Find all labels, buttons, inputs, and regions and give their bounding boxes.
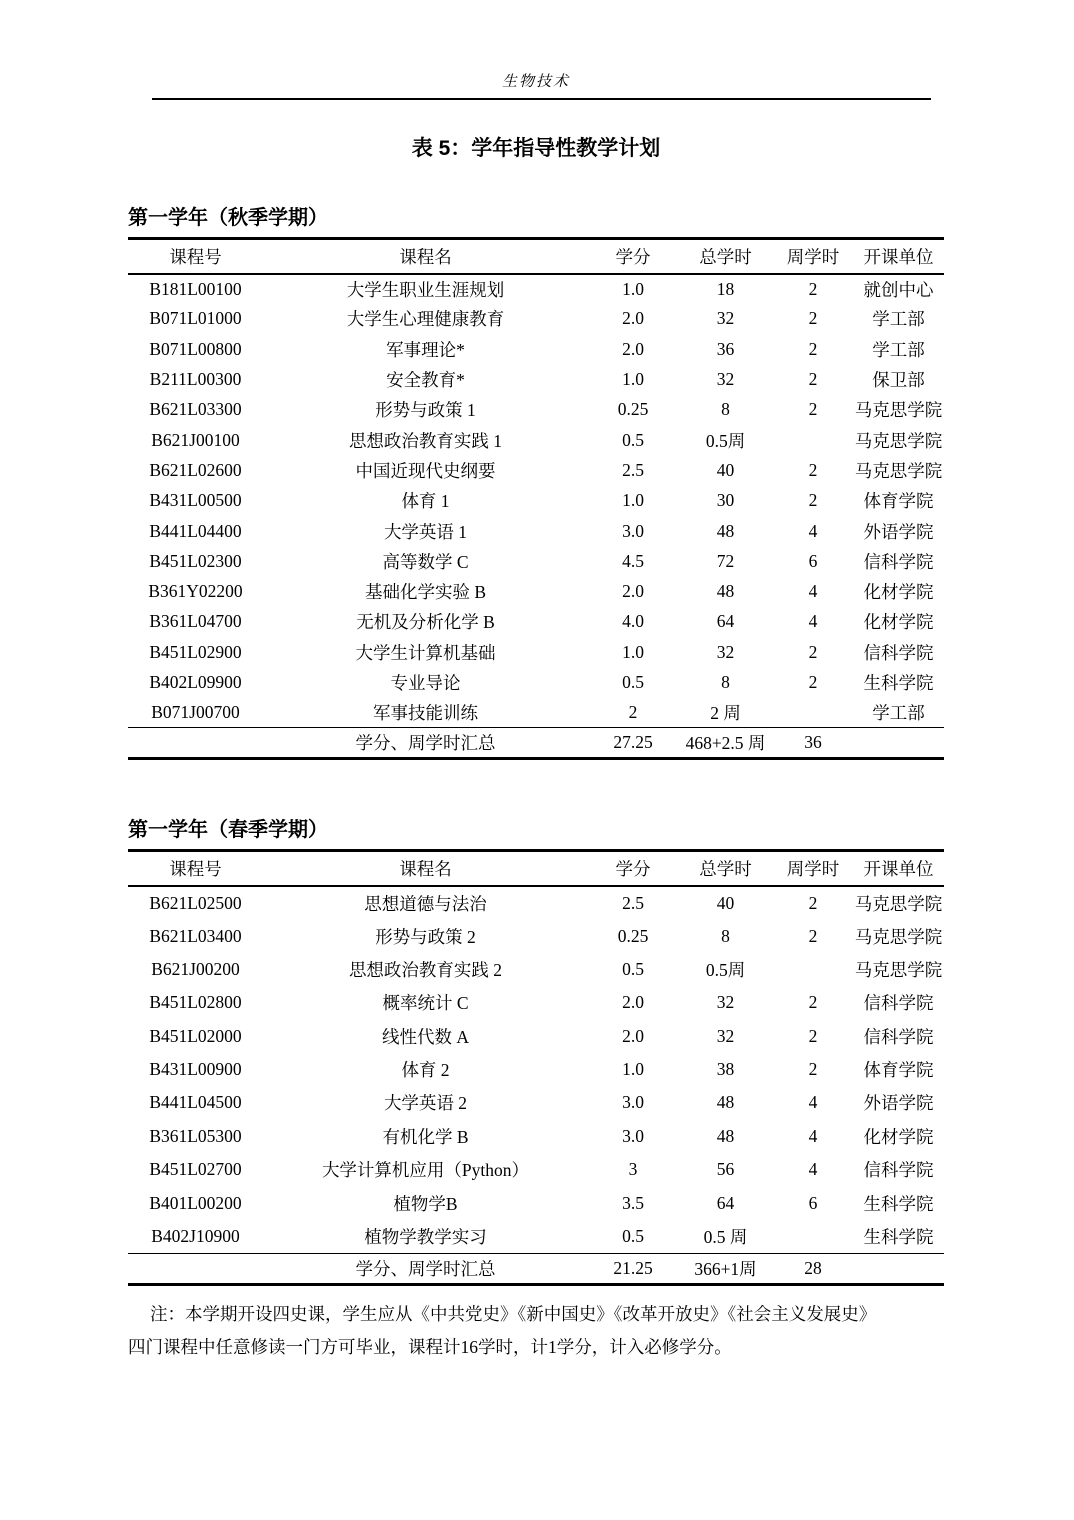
summary-department [853,1253,944,1284]
department: 信科学院 [863,1026,934,1047]
summary-credits: 21.25 [613,1257,653,1278]
credits: 1.0 [622,1059,644,1080]
department: 学工部 [872,339,925,360]
total-hours: 8 [721,925,730,946]
course-row [128,1220,944,1253]
credits: 0.25 [617,399,649,420]
course-row [128,637,944,667]
course-row [128,334,944,364]
credits: 0.5 [622,429,644,450]
total-hours: 48 [716,581,735,602]
course-row [128,1153,944,1186]
weekly-hours [773,425,853,455]
credits: 3 [628,1159,638,1180]
credits: 1.0 [622,490,644,511]
total-hours: 2 周 [710,703,741,724]
column-header-course-name: 课程名 [399,246,452,267]
credits: 2 [628,702,638,723]
credits: 2.0 [622,1025,644,1046]
course-name: 大学生计算机基础 [355,642,496,663]
department: 马克思学院 [854,959,943,980]
course-name: 思想政治教育实践 1 [348,430,503,451]
weekly-hours: 2 [808,308,818,329]
department: 信科学院 [863,1160,934,1181]
column-header-credits: 学分 [615,859,651,880]
course-row [128,986,944,1019]
total-hours: 32 [716,369,735,390]
course-id: B361L04700 [149,611,242,632]
course-name: 形势与政策 2 [375,926,476,947]
summary-weekly-hours: 28 [804,1257,822,1278]
weekly-hours: 4 [808,581,818,602]
course-row [128,364,944,394]
weekly-hours: 2 [808,399,818,420]
course-table-spring [128,849,944,1285]
department: 马克思学院 [854,893,943,914]
department: 就创中心 [863,279,934,300]
credits: 4.0 [622,611,644,632]
section-spring-semester [128,819,944,1285]
course-name: 大学英语 2 [383,1093,468,1114]
weekly-hours: 2 [808,490,818,511]
course-id: B431L00900 [149,1059,242,1080]
course-name: 大学生职业生涯规划 [346,279,505,300]
weekly-hours: 4 [808,1092,818,1113]
course-id: B621J00100 [151,429,240,450]
credits: 0.5 [622,1225,644,1246]
total-hours: 18 [716,278,735,299]
course-name: 线性代数 A [381,1026,469,1047]
credits: 0.25 [617,925,649,946]
department: 马克思学院 [854,400,943,421]
course-id: B431L00500 [149,490,242,511]
section-heading-fall: 第一学年（秋季学期） [128,207,328,229]
credits: 2.5 [622,892,644,913]
course-id: B621L03300 [149,399,242,420]
section-fall-semester [128,207,944,760]
column-header-total-hours: 总学时 [699,246,752,267]
total-hours: 32 [716,641,735,662]
credits: 2.0 [622,581,644,602]
course-id: B402J10900 [151,1225,240,1246]
course-id: B071L01000 [149,308,242,329]
department: 信科学院 [863,993,934,1014]
credits: 3.0 [622,520,644,541]
course-name: 体育 1 [401,491,450,512]
total-hours: 40 [716,459,735,480]
credits: 2.0 [622,308,644,329]
course-id: B071J00700 [151,702,240,723]
department: 生科学院 [863,1226,934,1247]
total-hours: 30 [716,490,735,511]
total-hours: 38 [716,1059,735,1080]
total-hours: 32 [716,992,735,1013]
summary-course-id [128,728,263,759]
weekly-hours: 2 [808,641,818,662]
summary-course-id [128,1253,263,1284]
total-hours: 48 [716,520,735,541]
course-id: B451L02700 [149,1159,242,1180]
course-name: 军事技能训练 [373,703,478,724]
weekly-hours: 6 [808,1192,818,1213]
department: 外语学院 [863,521,934,542]
course-id: B621L03400 [149,925,242,946]
credits: 1.0 [622,369,644,390]
course-id: B441L04400 [149,520,242,541]
footnote-line-2: 四门课程中任意修读一门方可毕业，课程计16学时，计1学分，计入必修学分。 [128,1336,732,1357]
department: 化材学院 [863,1126,934,1147]
department: 保卫部 [872,370,925,391]
total-hours: 40 [716,892,735,913]
course-row [128,1120,944,1153]
course-name: 高等数学 C [382,551,469,572]
footnote-line-1: 注：本学期开设四史课，学生应从《中共党史》《新中国史》《改革开放史》《社会主义发展史》 [150,1303,877,1324]
course-name: 大学生心理健康教育 [346,309,505,330]
credits: 3.0 [622,1125,644,1146]
running-header: 生物技术 [501,74,570,90]
column-header-total-hours: 总学时 [699,859,752,880]
course-row [128,576,944,606]
weekly-hours: 4 [808,1125,818,1146]
weekly-hours: 4 [808,1159,818,1180]
course-row [128,607,944,637]
column-header-course-id: 课程号 [169,859,222,880]
credits: 4.5 [622,550,644,571]
course-id: B451L02000 [149,1025,242,1046]
course-id: B401L00200 [149,1192,242,1213]
credits: 1.0 [622,641,644,662]
credits: 2.0 [622,338,644,359]
course-row [128,919,944,952]
weekly-hours: 2 [808,1059,818,1080]
department: 学工部 [872,703,925,724]
department: 化材学院 [863,582,934,603]
summary-row [128,728,944,759]
department: 马克思学院 [854,460,943,481]
column-header-credits: 学分 [615,246,651,267]
department: 体育学院 [863,491,934,512]
total-hours: 48 [716,1092,735,1113]
course-name: 基础化学实验 B [364,582,487,603]
department: 马克思学院 [854,926,943,947]
department: 生科学院 [863,673,934,693]
header-row [128,239,944,274]
department: 外语学院 [863,1093,934,1114]
weekly-hours: 2 [808,278,818,299]
total-hours: 72 [716,550,735,571]
course-id: B211L00300 [149,369,242,390]
summary-department [853,728,944,759]
weekly-hours: 2 [808,369,818,390]
course-row [128,1186,944,1219]
credits: 2.0 [622,992,644,1013]
column-header-course-id: 课程号 [169,246,222,267]
weekly-hours: 2 [808,338,818,359]
course-row [128,886,944,919]
total-hours: 8 [721,672,730,692]
weekly-hours: 2 [808,459,818,480]
course-row [128,698,944,728]
total-hours: 36 [716,338,735,359]
course-row [128,455,944,485]
course-id: B071L00800 [149,338,242,359]
course-id: B451L02900 [149,641,242,662]
column-header-department: 开课单位 [863,246,934,267]
total-hours: 0.5周 [705,430,746,451]
course-row [128,425,944,455]
course-name: 概率统计 C [382,993,469,1014]
total-hours: 48 [716,1125,735,1146]
total-hours: 64 [716,1192,735,1213]
department: 体育学院 [863,1060,934,1081]
weekly-hours: 2 [808,992,818,1013]
weekly-hours [773,953,853,986]
course-id: B621L02500 [149,892,242,913]
total-hours: 0.5周 [705,959,746,980]
course-id: B451L02300 [149,550,242,571]
course-row [128,516,944,546]
column-header-weekly-hours: 周学时 [786,859,840,880]
page-content [128,0,944,1364]
column-header-department: 开课单位 [863,859,934,880]
total-hours: 32 [716,308,735,329]
course-id: B181L00100 [149,278,242,299]
weekly-hours [773,1220,853,1253]
course-name: 体育 2 [401,1060,450,1081]
header-row [128,851,944,886]
summary-total-hours: 366+1周 [694,1258,757,1279]
course-name: 军事理论* [386,339,465,360]
course-row [128,1086,944,1119]
course-table-fall [128,237,944,760]
weekly-hours: 2 [808,672,818,692]
total-hours: 32 [716,1025,735,1046]
course-name: 思想政治教育实践 2 [348,959,503,980]
course-row [128,486,944,516]
course-name: 大学英语 1 [383,521,468,542]
credits: 3.0 [622,1092,644,1113]
total-hours: 56 [716,1159,735,1180]
credits: 2.5 [622,459,644,480]
column-header-course-name: 课程名 [399,859,452,880]
summary-weekly-hours: 36 [804,732,822,753]
department: 信科学院 [863,642,934,663]
course-id: B621J00200 [151,958,240,979]
course-name: 思想道德与法治 [364,893,487,914]
course-name: 植物学教学实习 [364,1226,487,1247]
department: 学工部 [872,309,925,330]
weekly-hours: 6 [808,550,818,571]
course-name: 植物学B [393,1193,458,1214]
department: 马克思学院 [854,430,943,451]
course-name: 大学计算机应用（Python） [321,1160,530,1181]
credits: 1.0 [622,278,644,299]
weekly-hours: 4 [808,611,818,632]
total-hours: 0.5 周 [703,1226,748,1247]
summary-credits: 27.25 [613,732,653,753]
header-rule [152,98,931,100]
course-name: 无机及分析化学 B [356,612,495,633]
course-row [128,546,944,576]
weekly-hours: 2 [808,1025,818,1046]
course-row [128,953,944,986]
weekly-hours: 4 [808,520,818,541]
course-name: 有机化学 B [382,1126,469,1147]
course-row [128,274,944,304]
summary-total-hours: 468+2.5 周 [685,733,766,754]
course-row [128,1020,944,1053]
credits: 3.5 [622,1192,644,1213]
footnote [128,1298,944,1364]
course-name: 中国近现代史纲要 [355,460,496,481]
course-name: 专业导论 [390,673,461,693]
course-name: 安全教育* [386,370,465,391]
course-id: B402L09900 [149,672,242,692]
summary-course-name: 学分、周学时汇总 [355,1258,496,1279]
department: 信科学院 [863,551,934,572]
course-id: B621L02600 [149,459,242,480]
course-id: B361L05300 [149,1125,242,1146]
course-id: B361Y02200 [148,581,243,602]
course-row [128,395,944,425]
course-row [128,667,944,697]
course-name: 形势与政策 1 [375,400,476,421]
department: 化材学院 [863,612,934,633]
summary-row [128,1253,944,1284]
total-hours: 8 [721,399,730,420]
course-id: B441L04500 [149,1092,242,1113]
credits: 0.5 [622,672,644,692]
course-row [128,1053,944,1086]
column-header-weekly-hours: 周学时 [786,246,840,267]
weekly-hours: 2 [808,925,818,946]
department: 生科学院 [863,1193,934,1214]
credits: 0.5 [622,958,644,979]
section-heading-spring: 第一学年（春季学期） [128,819,328,842]
course-id: B451L02800 [149,992,242,1013]
total-hours: 64 [716,611,735,632]
weekly-hours [773,698,853,728]
summary-course-name: 学分、周学时汇总 [355,733,496,754]
weekly-hours: 2 [808,892,818,913]
course-row [128,304,944,334]
page-title: 表 5：学年指导性教学计划 [411,137,661,160]
